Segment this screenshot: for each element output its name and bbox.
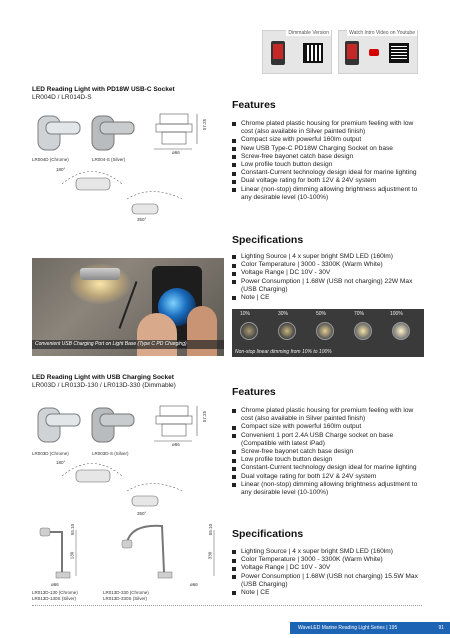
list-item: Constant-Current technology design ideal for marine lighting xyxy=(232,169,422,177)
section1-title: LED Reading Light with PD18W USB-C Socket xyxy=(32,86,175,93)
list-item: Chrome plated plastic housing for premium feeling with low cost (also available in Silver painted finish) xyxy=(232,407,422,423)
specs-list-1 xyxy=(232,253,422,302)
dimmable-label: Dimmable Version xyxy=(288,30,329,36)
list-item: Screw-free bayonet catch base design xyxy=(232,448,422,456)
phone-icon xyxy=(345,41,359,65)
specs-list-2 xyxy=(232,548,422,597)
list-item: Compact size with powerful 160lm output xyxy=(232,136,422,144)
dimming-strip xyxy=(232,309,424,357)
footer-bar xyxy=(290,622,450,634)
list-item: Power Consumption | 1.68W (USB not charging) 15.5W Max (USB Charging) xyxy=(232,573,422,589)
angle-drawing xyxy=(62,172,182,215)
list-item: Color Temperature | 3000 - 3300K (Warm White) xyxy=(232,261,422,269)
footer-text: WaveLED Marine Reading Light Series | 195 xyxy=(298,625,398,631)
features-list-2 xyxy=(232,407,422,497)
flex-diameter-1: ø66 xyxy=(51,582,59,587)
specs-title-2: Specifications xyxy=(232,528,304,540)
section1-models: LR004D / LR014D-S xyxy=(32,94,92,101)
list-item: Convenient 1 port 2.4A USB Charge socket on base (Compatible with latest iPad) xyxy=(232,432,422,448)
flex-dim-a2: 55.10 xyxy=(208,523,214,536)
flex-caption-2a: LR013D-330 (Chrome) xyxy=(103,590,149,595)
dimmable-qr-box xyxy=(262,30,332,74)
flex-caption-2b: LR013D-330S (Silver) xyxy=(103,596,148,601)
list-item: Linear (non-stop) dimming allowing brightness adjustment to any desirable level (10-100%) xyxy=(232,481,422,497)
list-item: Dual voltage rating for both 12V & 24V system xyxy=(232,177,422,185)
bulb-icon xyxy=(316,322,334,340)
angle-drawing xyxy=(62,464,182,507)
flex-dim-a: 55.10 xyxy=(70,523,76,536)
dim-diameter: ø66 xyxy=(172,150,180,155)
bulb-icon xyxy=(354,322,372,340)
features-list-1 xyxy=(232,120,422,202)
list-item: Color Temperature | 3000 - 3300K (Warm White) xyxy=(232,556,422,564)
list-item: Note | CE xyxy=(232,294,422,302)
flex-caption-1b: LR013D-130S (Silver) xyxy=(32,596,77,601)
list-item: Lighting Source | 4 x super bright SMD LED (160lm) xyxy=(232,253,422,261)
dim-level-50: 50% xyxy=(316,311,327,317)
caption-silver: LR004-S (Silver) xyxy=(92,157,126,162)
flex-diameter-2: ø66 xyxy=(190,582,198,587)
flex-caption-1a: LR013D-130 (Chrome) xyxy=(32,590,78,595)
list-item: Power Consumption | 1.68W (USB not charging) 22W Max (USB Charging) xyxy=(232,278,422,294)
dim-height-2: 57.25 xyxy=(202,410,208,423)
list-item: Linear (non-stop) dimming allowing brightness adjustment to any desirable level (10-100%) xyxy=(232,186,422,202)
light-chrome-image xyxy=(38,408,80,442)
list-item: Chrome plated plastic housing for premium feeling with low cost (also available in Silver painted finish) xyxy=(232,120,422,136)
video-qr-box xyxy=(338,30,418,74)
dim-height: 57.25 xyxy=(202,118,208,131)
page-number: 91 xyxy=(438,625,444,631)
list-item: Compact size with powerful 160lm output xyxy=(232,423,422,431)
section2-title: LED Reading Light with USB Charging Socket xyxy=(32,374,174,381)
angle-180-2: 180° xyxy=(56,460,66,465)
list-item: Dual voltage rating for both 12V & 24V system xyxy=(232,473,422,481)
gooseneck-illustration xyxy=(32,520,227,590)
list-item: Constant-Current technology design ideal for marine lighting xyxy=(232,464,422,472)
flex-dim-c: 330 xyxy=(207,551,213,560)
bulb-icon xyxy=(240,322,258,340)
list-item: Voltage Range | DC 10V - 30V xyxy=(232,269,422,277)
angle-350: 350° xyxy=(137,217,147,222)
dim-level-10: 10% xyxy=(240,311,251,317)
section2-models: LR003D / LR013D-130 / LR013D-330 (Dimmable) xyxy=(32,382,176,389)
caption-chrome: LR004D (Chrome) xyxy=(32,157,69,162)
photo-caption: Convenient USB Charging Port on Light Base (Type C PD Charging) xyxy=(32,340,224,349)
qr-code-icon[interactable] xyxy=(303,43,323,63)
product-illustration-2 xyxy=(32,396,227,521)
angle-180: 180° xyxy=(56,167,66,172)
phone-icon xyxy=(271,41,285,65)
list-item: Low profile touch button design xyxy=(232,161,422,169)
dim-level-30: 30% xyxy=(278,311,289,317)
dim-diameter-2: ø66 xyxy=(172,442,180,447)
dimension-drawing xyxy=(154,406,197,441)
youtube-icon xyxy=(369,49,379,56)
list-item: New USB Type-C PD18W Charging Socket on base xyxy=(232,145,422,153)
list-item: Note | CE xyxy=(232,589,422,597)
flex-dim-b: 130 xyxy=(69,551,75,560)
features-title-2: Features xyxy=(232,386,276,398)
dim-level-100: 100% xyxy=(390,311,403,317)
bulb-icon xyxy=(278,322,296,340)
divider xyxy=(32,605,422,606)
light-silver-image xyxy=(92,408,134,442)
list-item: Screw-free bayonet catch base design xyxy=(232,153,422,161)
caption-silver-2: LR003D-S (Silver) xyxy=(92,451,129,456)
angle-350-2: 350° xyxy=(137,511,147,516)
light-silver-image xyxy=(92,116,134,150)
light-chrome-image xyxy=(38,116,80,150)
list-item: Lighting Source | 4 x super bright SMD LED (160lm) xyxy=(232,548,422,556)
features-title-1: Features xyxy=(232,99,276,111)
dim-level-70: 70% xyxy=(354,311,365,317)
bulb-icon xyxy=(392,322,410,340)
list-item: Voltage Range | DC 10V - 30V xyxy=(232,564,422,572)
specs-title-1: Specifications xyxy=(232,234,304,246)
dimension-drawing xyxy=(154,114,197,149)
video-label: Watch Intro Video on Youtube xyxy=(349,30,415,36)
caption-chrome-2: LR003D (Chrome) xyxy=(32,451,69,456)
qr-code-icon[interactable] xyxy=(389,43,409,63)
list-item: Low profile touch button design xyxy=(232,456,422,464)
dimming-caption: Non-stop linear dimming from 10% to 100% xyxy=(235,349,332,355)
